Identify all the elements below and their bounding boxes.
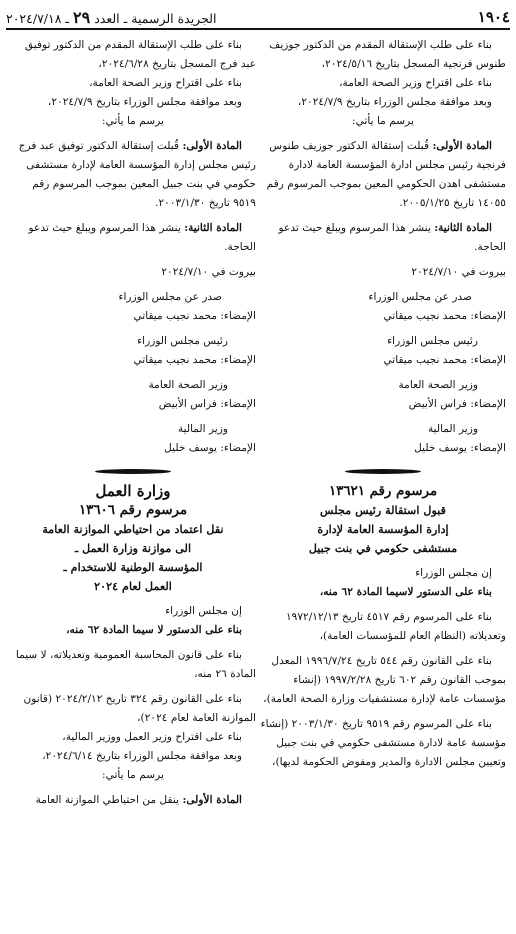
signature: الإمضاء: محمد نجيب ميقاتي bbox=[383, 354, 506, 366]
article-1 bbox=[10, 791, 256, 810]
signer-title: رئيس مجلس الوزراء bbox=[387, 335, 478, 347]
article-label: المادة الأولى: bbox=[182, 794, 242, 806]
decree-title-line: العمل لعام ٢٠٢٤ bbox=[94, 579, 172, 593]
signature: الإمضاء: يوسف خليل bbox=[414, 442, 506, 454]
signature: الإمضاء: فراس الأبيض bbox=[158, 398, 256, 410]
gazette-title bbox=[6, 8, 216, 27]
place-date: بيروت في ٢٠٢٤/٧/١٠ bbox=[161, 266, 256, 278]
page-header bbox=[6, 6, 510, 30]
ministry-heading: وزارة العمل bbox=[95, 482, 171, 500]
decree-number: مرسوم رقم ١٣٦٠٦ bbox=[78, 502, 188, 518]
article-text: ينشر هذا المرسوم ويبلغ حيث تدعو الحاجة. bbox=[28, 222, 256, 253]
article-label: المادة الأولى: bbox=[432, 140, 492, 152]
article-2 bbox=[10, 219, 256, 257]
preamble-line: بناء على اقتراح وزير الصحة العامة، bbox=[339, 77, 492, 89]
legal-basis: بناء على اقتراح وزير العمل ووزير المالية، bbox=[62, 731, 242, 743]
signer-title: وزير الصحة العامة bbox=[398, 379, 478, 391]
section-separator bbox=[10, 466, 256, 476]
legal-basis: بناء على القانون رقم ٣٢٤ تاريخ ٢٠٢٤/٢/١٢ (قانون الموازنة العامة لعام ٢٠٢٤)، bbox=[23, 693, 256, 724]
decree-formula: يرسم ما يأتي: bbox=[102, 115, 164, 127]
legal-basis: بناء على القانون رقم ٥٤٤ تاريخ ١٩٩٦/٧/٢٤ المعدل بموجب القانون رقم ٦٠٢ تاريخ ١٩٩٧/٢/٢٨ (إنشاء مؤسسات عامة لإدارة مستشفيات وزارة الصحة العامة)، bbox=[263, 655, 506, 705]
left-column bbox=[10, 36, 256, 810]
decree-formula: يرسم ما يأتي: bbox=[352, 115, 414, 127]
signer-title: وزير الصحة العامة bbox=[148, 379, 228, 391]
decree-number: مرسوم رقم ١٣٦٢١ bbox=[328, 483, 438, 499]
decree-title-line: نقل اعتماد من احتياطي الموازنة العامة bbox=[42, 522, 224, 536]
signer-title: رئيس مجلس الوزراء bbox=[137, 335, 228, 347]
right-column bbox=[260, 36, 506, 772]
decree-title-line: مستشفى حكومي في بنت جبيل bbox=[308, 541, 458, 555]
signer-title: وزير المالية bbox=[427, 423, 478, 435]
decree-formula: يرسم ما يأتي: bbox=[102, 769, 164, 781]
signer-title: وزير المالية bbox=[177, 423, 228, 435]
decree-title-line: قبول استقالة رئيس مجلس bbox=[320, 503, 446, 517]
signature: الإمضاء: محمد نجيب ميقاتي bbox=[133, 310, 256, 322]
article-label: المادة الثانية: bbox=[434, 222, 492, 234]
constitution-ref: بناء على الدستور لاسيما المادة ٦٢ منه، bbox=[319, 586, 492, 598]
preamble-line: وبعد موافقة مجلس الوزراء بتاريخ ٢٠٢٤/٧/٩، bbox=[297, 96, 492, 108]
preamble-line: وبعد موافقة مجلس الوزراء بتاريخ ٢٠٢٤/٧/٩، bbox=[47, 96, 242, 108]
council-intro: إن مجلس الوزراء bbox=[415, 567, 492, 579]
signature: الإمضاء: محمد نجيب ميقاتي bbox=[383, 310, 506, 322]
signature: الإمضاء: يوسف خليل bbox=[164, 442, 256, 454]
article-1 bbox=[10, 137, 256, 213]
constitution-ref: بناء على الدستور لا سيما المادة ٦٢ منه، bbox=[66, 624, 242, 636]
article-text: قُبلت إستقالة الدكتور جوزيف طنوس فرنجية رئيس مجلس ادارة المؤسسة العامة لادارة مستشفى اهدن الحكومي المعين بموجب المرسوم رقم ١٤٠٥٥ تاريخ ٢٠٠٥/١/٢٥. bbox=[266, 140, 506, 209]
issued-by: صدر عن مجلس الوزراء bbox=[368, 291, 472, 303]
legal-basis: بناء على المرسوم رقم ٩٥١٩ تاريخ ٢٠٠٣/١/٣٠ (إنشاء مؤسسة عامة لادارة مستشفى حكومي في بنت جبيل وتعيين مجلس الادارة والمدير ومفوض الحكومة لديها)، bbox=[260, 718, 506, 768]
article-label: المادة الثانية: bbox=[184, 222, 242, 234]
article-label: المادة الأولى: bbox=[182, 140, 242, 152]
decree-title-line: إدارة المؤسسة العامة لإدارة bbox=[317, 522, 449, 536]
preamble-line: بناء على طلب الإستقالة المقدم من الدكتور جوزيف طنوس فرنجية المسجل بتاريخ ٢٠٢٤/٥/١٦، bbox=[269, 39, 506, 70]
article-text: ينقل من احتياطي الموازنة العامة bbox=[35, 794, 183, 806]
article-2 bbox=[260, 219, 506, 257]
signature: الإمضاء: محمد نجيب ميقاتي bbox=[133, 354, 256, 366]
decree-title-line: المؤسسة الوطنية للاستخدام ـ bbox=[63, 560, 203, 574]
preamble-line: بناء على اقتراح وزير الصحة العامة، bbox=[89, 77, 242, 89]
signature: الإمضاء: فراس الأبيض bbox=[408, 398, 506, 410]
issue-number: ٢٩ bbox=[73, 7, 91, 27]
issue-date: ـ ٢٠٢٤/٧/١٨ bbox=[6, 10, 70, 26]
decree-title-line: الى موازنة وزارة العمل ـ bbox=[74, 541, 192, 555]
article-1 bbox=[260, 137, 506, 213]
article-text: ينشر هذا المرسوم ويبلغ حيث تدعو الحاجة. bbox=[278, 222, 506, 253]
place-date: بيروت في ٢٠٢٤/٧/١٠ bbox=[411, 266, 506, 278]
gazette-name: الجريدة الرسمية ـ العدد bbox=[94, 10, 217, 26]
article-text: قُبلت إستقالة الدكتور توفيق عبد فرج رئيس مجلس إدارة المؤسسة العامة لإدارة مستشفى حكومي في بنت جبيل المعين بموجب المرسوم رقم ٩٥١٩ تاريخ ٢٠٠٣/١/٣٠. bbox=[18, 140, 256, 209]
legal-basis: وبعد موافقة مجلس الوزراء بتاريخ ٢٠٢٤/٦/١٤، bbox=[42, 750, 242, 762]
council-intro: إن مجلس الوزراء bbox=[165, 605, 242, 617]
legal-basis: بناء على قانون المحاسبة العمومية وتعديلاته، لا سيما المادة ٢٦ منه، bbox=[15, 649, 256, 680]
issued-by: صدر عن مجلس الوزراء bbox=[118, 291, 222, 303]
legal-basis: بناء على المرسوم رقم ٤٥١٧ تاريخ ١٩٧٢/١٢/١٣ وتعديلاته (النظام العام للمؤسسات العامة)، bbox=[285, 611, 506, 642]
page-number: ١٩٠٤ bbox=[477, 8, 510, 26]
section-separator bbox=[260, 466, 506, 476]
preamble-line: بناء على طلب الإستقالة المقدم من الدكتور توفيق عبد فرج المسجل بتاريخ ٢٠٢٤/٦/٢٨، bbox=[24, 39, 256, 70]
